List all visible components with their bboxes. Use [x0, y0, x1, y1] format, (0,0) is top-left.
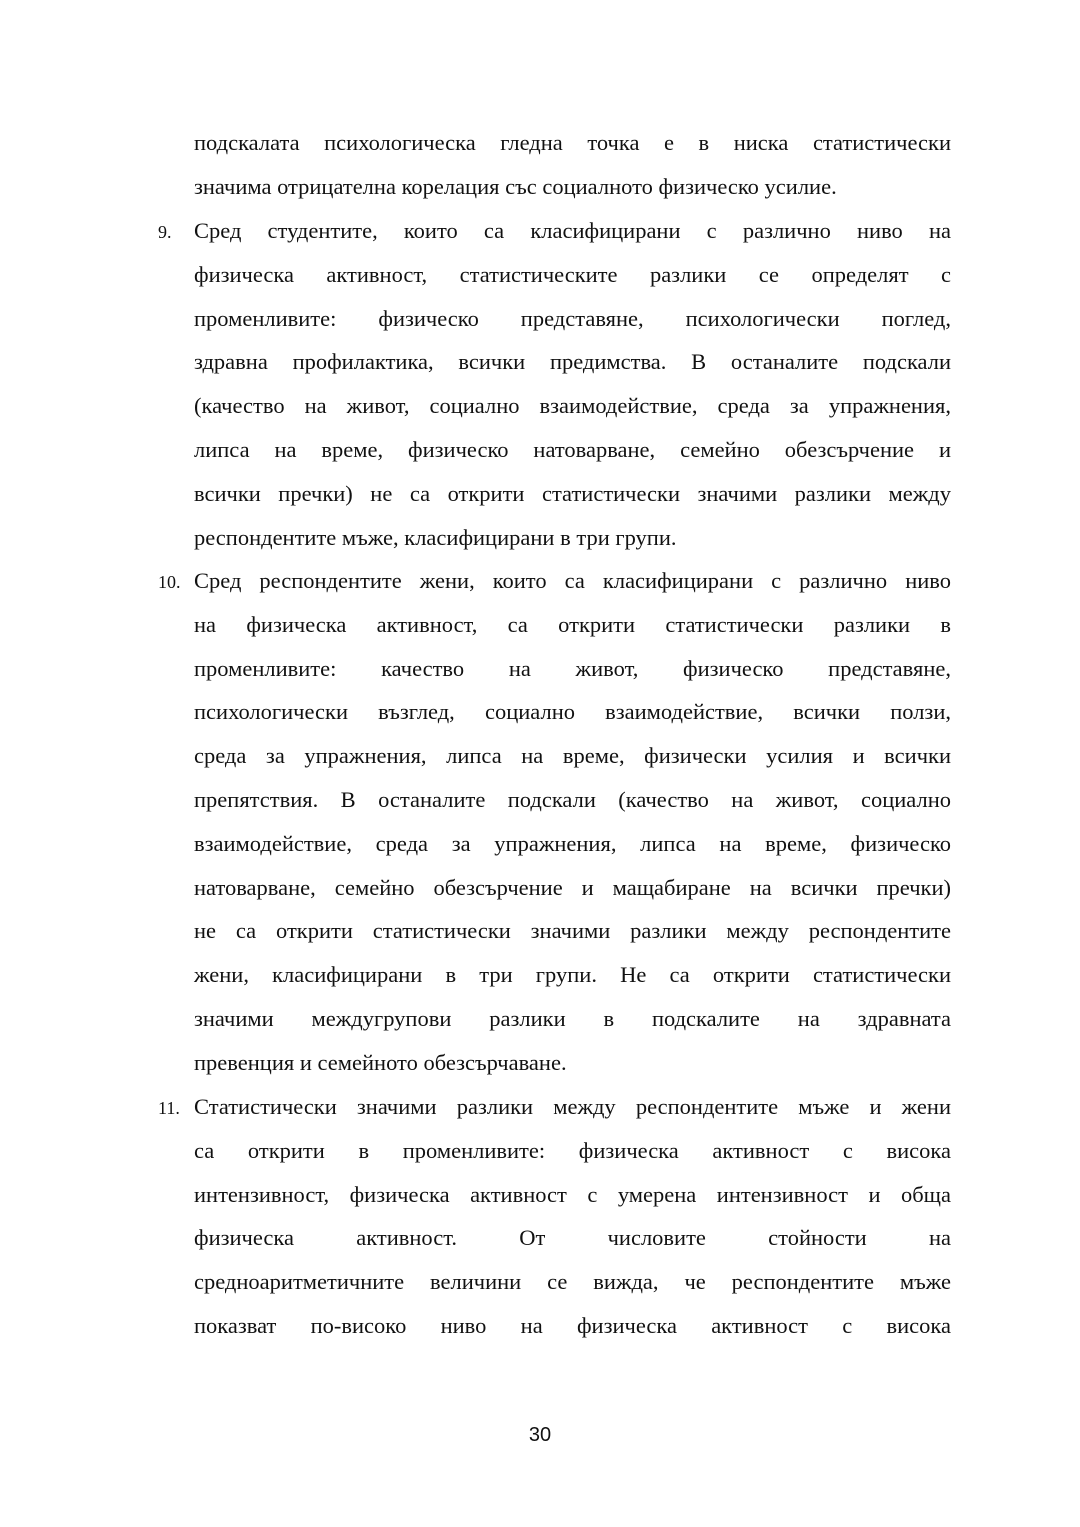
text-line: здравна профилактика, всички предимства. В останалите подскали — [194, 349, 951, 374]
text-line: всички пречки) не са открити статистически значими разлики между — [194, 481, 951, 506]
page-number: 30 — [528, 1424, 552, 1446]
text-line: респондентите мъже, класифицирани в три групи. — [194, 525, 677, 550]
text-line: взаимодействие, среда за упражнения, липса на време, физическо — [194, 831, 951, 856]
text-line: значима отрицателна корелация със социалното физическо усилие. — [194, 174, 837, 199]
text-line: психологически възглед, социално взаимодействие, всички ползи, — [194, 699, 951, 724]
text-line: (качество на живот, социално взаимодействие, среда за упражнения, — [194, 393, 951, 418]
text-line: средноаритметичните величини се вижда, че респондентите мъже — [194, 1269, 951, 1294]
text-line: препятствия. В останалите подскали (качество на живот, социално — [194, 787, 951, 812]
text-line: интензивност, физическа активност с умерена интензивност и обща — [194, 1182, 951, 1207]
text-line: не са открити статистически значими разлики между респондентите — [194, 918, 951, 943]
list-item-number: 9. — [158, 222, 172, 242]
text-line: натоварване, семейно обезсърчение и мащабиране на всички пречки) — [194, 875, 951, 900]
text-line: са открити в променливите: физическа активност с висока — [194, 1138, 951, 1163]
text-line: Сред респондентите жени, които са класифицирани с различно ниво — [194, 568, 951, 593]
text-line: показват по-високо ниво на физическа активност с висока — [194, 1313, 951, 1338]
text-line: жени, класифицирани в три групи. Не са открити статистически — [194, 962, 951, 987]
list-item-number: 11. — [158, 1098, 180, 1118]
text-line: физическа активност. От числовите стойности на — [194, 1225, 951, 1250]
text-line: подскалата психологическа гледна точка е в ниска статистически — [194, 130, 951, 155]
text-line: среда за упражнения, липса на време, физически усилия и всички — [194, 743, 951, 768]
list-item-number: 10. — [158, 572, 181, 592]
text-line: Сред студентите, които са класифицирани с различно ниво на — [194, 218, 951, 243]
text-line: значими междугрупови разлики в подскалите на здравната — [194, 1006, 951, 1031]
text-line: променливите: качество на живот, физическо представяне, — [194, 656, 951, 681]
text-line: липса на време, физическо натоварване, семейно обезсърчение и — [194, 437, 951, 462]
text-line: променливите: физическо представяне, психологически поглед, — [194, 306, 951, 331]
text-line: физическа активност, статистическите разлики се определят с — [194, 262, 951, 287]
text-line: превенция и семейното обезсърчаване. — [194, 1050, 567, 1075]
text-line: Статистически значими разлики между респондентите мъже и жени — [194, 1094, 951, 1119]
text-line: на физическа активност, са открити статистически разлики в — [194, 612, 951, 637]
